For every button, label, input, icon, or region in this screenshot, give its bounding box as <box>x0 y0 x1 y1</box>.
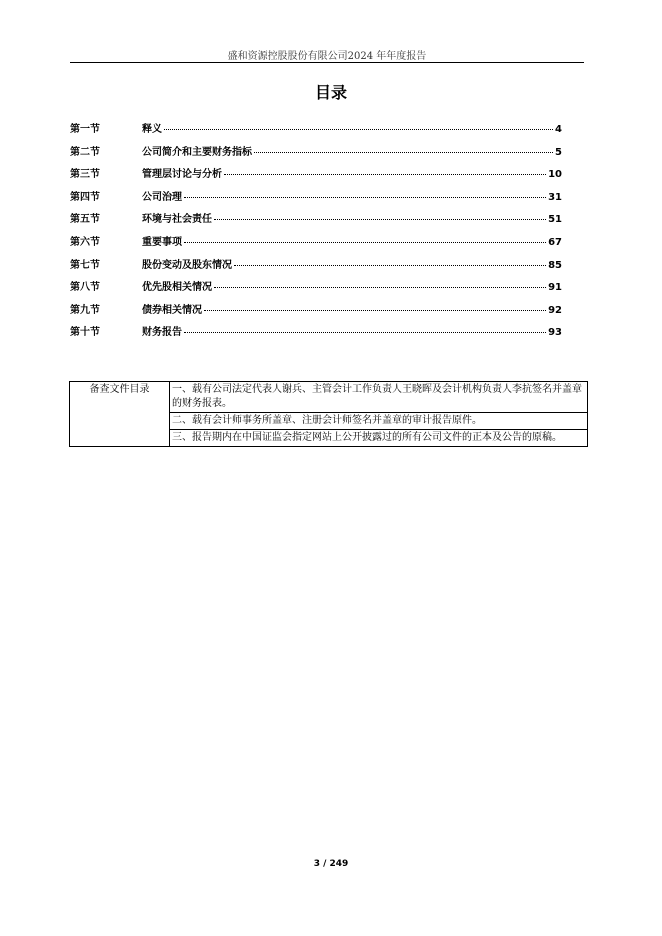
toc-section-number: 第八节 <box>70 282 100 294</box>
toc-leader-dots <box>214 287 546 288</box>
table-row <box>70 382 588 413</box>
toc-section-number: 第三节 <box>70 169 100 181</box>
toc-section-title: 管理层讨论与分析 <box>142 169 222 181</box>
toc-leader-dots <box>254 152 553 153</box>
toc-entry[interactable] <box>70 188 562 211</box>
toc-section-title: 股份变动及股东情况 <box>142 259 232 271</box>
toc-leader-dots <box>184 197 546 198</box>
toc-section-title: 债券相关情况 <box>142 304 202 316</box>
toc-section-title: 重要事项 <box>142 236 182 248</box>
toc-entry[interactable] <box>70 165 562 188</box>
toc-page-number: 10 <box>548 169 562 181</box>
toc-section-title: 公司简介和主要财务指标 <box>142 146 252 158</box>
toc-section-title: 公司治理 <box>142 191 182 203</box>
toc-section-number: 第十节 <box>70 327 100 339</box>
toc-section-title: 优先股相关情况 <box>142 282 212 294</box>
page-title: 目录 <box>314 83 347 102</box>
toc-leader-dots <box>184 332 546 333</box>
reference-document-item: 二、载有会计师事务所盖章、注册会计师签名并盖章的审计报告原件。 <box>170 413 588 430</box>
toc-section-number: 第五节 <box>70 214 100 226</box>
toc-entry[interactable] <box>70 210 562 233</box>
toc-entry[interactable] <box>70 301 562 324</box>
toc-leader-dots <box>234 265 546 266</box>
toc-leader-dots <box>214 219 546 220</box>
toc-page-number: 5 <box>555 146 562 158</box>
toc-entry[interactable] <box>70 143 562 166</box>
reference-document-item: 一、载有公司法定代表人谢兵、主管会计工作负责人王晓晖及会计机构负责人李抗签名并盖章的财务报表。 <box>170 382 588 413</box>
toc-section-number: 第一节 <box>70 124 100 135</box>
toc-leader-dots <box>184 242 546 243</box>
toc-leader-dots <box>164 129 553 130</box>
toc-section-number: 第四节 <box>70 191 100 203</box>
header-divider <box>70 62 584 63</box>
toc-entry[interactable] <box>70 233 562 256</box>
toc-entry[interactable] <box>70 120 562 143</box>
toc-section-number: 第六节 <box>70 236 100 248</box>
toc-section-number: 第七节 <box>70 259 100 271</box>
toc-page-number: 93 <box>548 327 562 339</box>
toc-page-number: 91 <box>548 282 562 294</box>
toc-leader-dots <box>224 174 546 175</box>
toc-entry[interactable] <box>70 323 562 346</box>
page-number-footer: 3 / 249 <box>313 859 349 869</box>
toc-leader-dots <box>204 310 546 311</box>
toc-page-number: 4 <box>555 124 562 135</box>
toc-section-title: 释义 <box>142 124 162 135</box>
toc-page-number: 92 <box>548 304 562 316</box>
toc-page-number: 67 <box>548 236 562 248</box>
reference-documents-table <box>69 381 588 447</box>
toc-entry[interactable] <box>70 256 562 279</box>
reference-documents-label: 备查文件目录 <box>70 382 170 447</box>
table-of-contents <box>70 120 562 346</box>
toc-page-number: 51 <box>548 214 562 226</box>
toc-entry[interactable] <box>70 278 562 301</box>
toc-section-number: 第二节 <box>70 146 100 158</box>
toc-section-number: 第九节 <box>70 304 100 316</box>
report-header: 盛和资源控股股份有限公司2024 年年度报告 <box>227 51 427 62</box>
toc-page-number: 31 <box>548 191 562 203</box>
toc-section-title: 环境与社会责任 <box>142 214 212 226</box>
toc-page-number: 85 <box>548 259 562 271</box>
reference-document-item: 三、报告期内在中国证监会指定网站上公开披露过的所有公司文件的正本及公告的原稿。 <box>170 430 588 447</box>
toc-section-title: 财务报告 <box>142 327 182 339</box>
